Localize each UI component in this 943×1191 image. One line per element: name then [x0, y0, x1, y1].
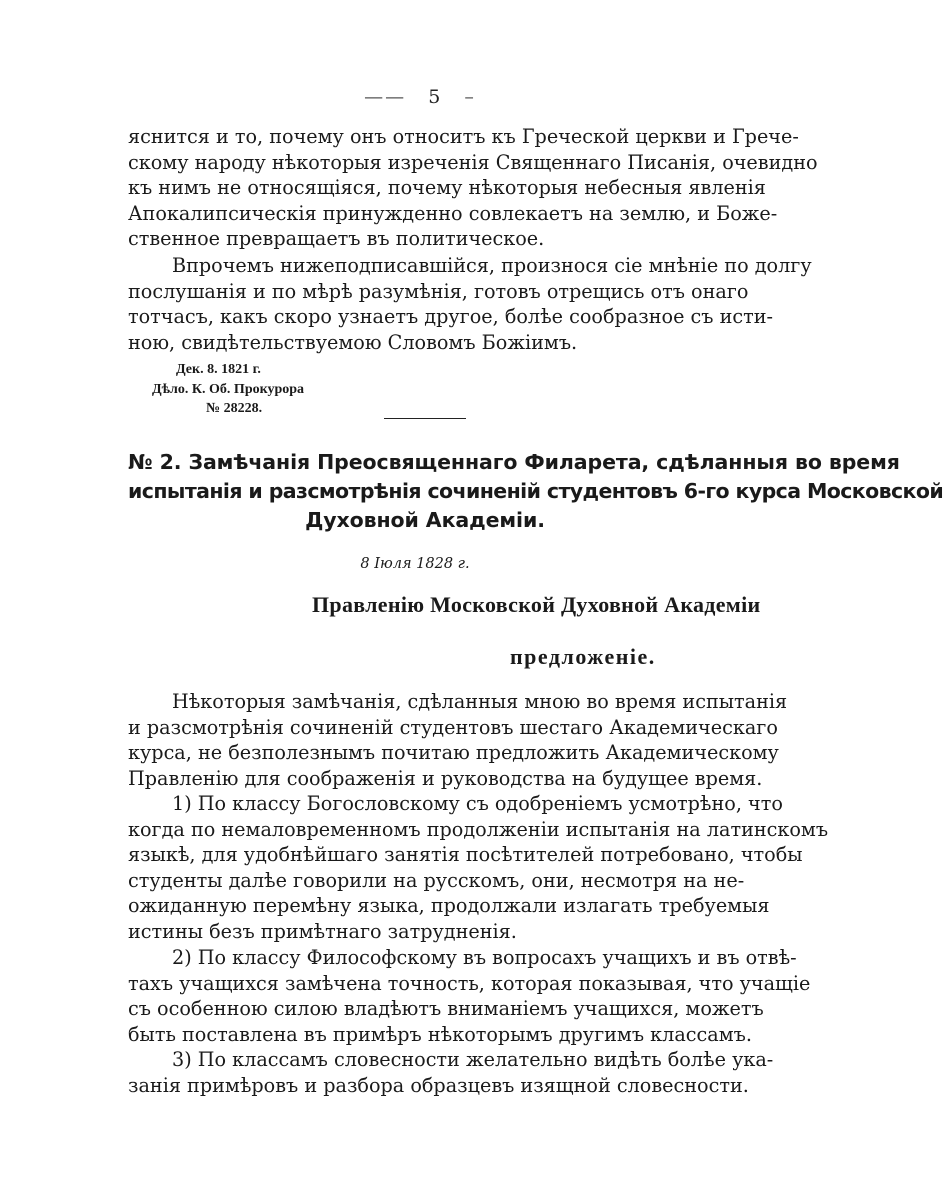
- proposal-title: предложеніе.: [510, 644, 656, 669]
- text-line: тотчасъ, какъ скоро узнаетъ другое, болѣе сообразное съ исти-: [128, 305, 773, 329]
- section-divider: [384, 418, 466, 419]
- paragraph-item-2: [128, 945, 811, 1047]
- page-number-line: [0, 86, 840, 108]
- text-line: 1) По классу Богословскому съ одобреніемъ усмотрѣно, что: [172, 792, 783, 815]
- text-line: быть поставлена въ примѣръ нѣкоторымъ другимъ классамъ.: [128, 1022, 752, 1046]
- archive-reference: [152, 360, 305, 419]
- page-number-dash-left: ——: [364, 86, 407, 108]
- reference-case: Дѣло. К. Об. Прокурора: [152, 381, 305, 397]
- text-line: Нѣкоторыя замѣчанія, сдѣланныя мною во время испытанія: [172, 690, 788, 713]
- text-line: къ нимъ не относящіяся, почему нѣкоторыя небесныя явленія: [128, 176, 766, 200]
- heading-line: № 2. Замѣчанія Преосвященнаго Филарета, сдѣланныя во время: [128, 450, 900, 474]
- text-line: ною, свидѣтельствуемою Словомъ Божіимъ.: [128, 330, 578, 354]
- text-line: занія примѣровъ и разбора образцевъ изящной словесности.: [128, 1073, 749, 1097]
- text-line: яснится и то, почему онъ относитъ къ Греческой церкви и Грече-: [128, 125, 799, 148]
- paragraph-intro: [128, 689, 788, 791]
- paragraph-item-3: [128, 1047, 774, 1098]
- text-line: 2) По классу Философскому въ вопросахъ учащихъ и въ отвѣ-: [172, 946, 797, 969]
- text-line: курса, не безполезнымъ почитаю предложить Академическому: [128, 741, 779, 765]
- text-line: съ особенною силою владѣютъ вниманіемъ учащихся, можетъ: [128, 997, 764, 1021]
- text-line: тахъ учащихся замѣчена точность, которая показывая, что учащіе: [128, 971, 811, 995]
- section-heading: [128, 448, 943, 535]
- text-line: послушанія и по мѣрѣ разумѣнія, готовъ отрещись отъ онаго: [128, 279, 749, 303]
- page-number-dash-right: –: [464, 86, 476, 108]
- document-date: 8 Іюля 1828 г.: [360, 556, 470, 572]
- reference-date: Дек. 8. 1821 г.: [176, 362, 261, 377]
- text-line: и разсмотрѣнія сочиненій студентовъ шестаго Академическаго: [128, 715, 778, 739]
- text-line: ожиданную перемѣну языка, продолжали излагать требуемыя: [128, 894, 770, 918]
- text-line: Впрочемъ нижеподписавшійся, произнося сіе мнѣніе по долгу: [172, 254, 812, 277]
- text-line: студенты далѣе говорили на русскомъ, они, несмотря на не-: [128, 868, 745, 892]
- paragraph-item-1: [128, 791, 829, 945]
- text-line: Правленію для соображенія и руководства на будущее время.: [128, 766, 763, 790]
- paragraph-opinion: [128, 253, 812, 355]
- text-line: когда по немаловременномъ продолженіи испытанія на латинскомъ: [128, 817, 829, 841]
- heading-line: испытанія и разсмотрѣнія сочиненій студентовъ 6-го курса Московской: [128, 479, 943, 503]
- paragraph-continuation: [128, 124, 818, 252]
- text-line: скому народу нѣкоторыя изреченія Священнаго Писанія, очевидно: [128, 150, 818, 174]
- text-line: Апокалипсическія принужденно совлекаетъ на землю, и Боже-: [128, 201, 778, 225]
- addressee-title: Правленію Московской Духовной Академіи: [312, 592, 761, 617]
- text-line: 3) По классамъ словесности желательно видѣть болѣе ука-: [172, 1048, 774, 1071]
- text-line: ственное превращаетъ въ политическое.: [128, 227, 545, 251]
- heading-line: Духовной Академіи.: [305, 508, 545, 532]
- text-line: истины безъ примѣтнаго затрудненія.: [128, 919, 517, 943]
- reference-number: № 28228.: [206, 401, 263, 416]
- text-line: языкѣ, для удобнѣйшаго занятія посѣтителей потребовано, чтобы: [128, 843, 803, 867]
- page-number: 5: [428, 86, 443, 108]
